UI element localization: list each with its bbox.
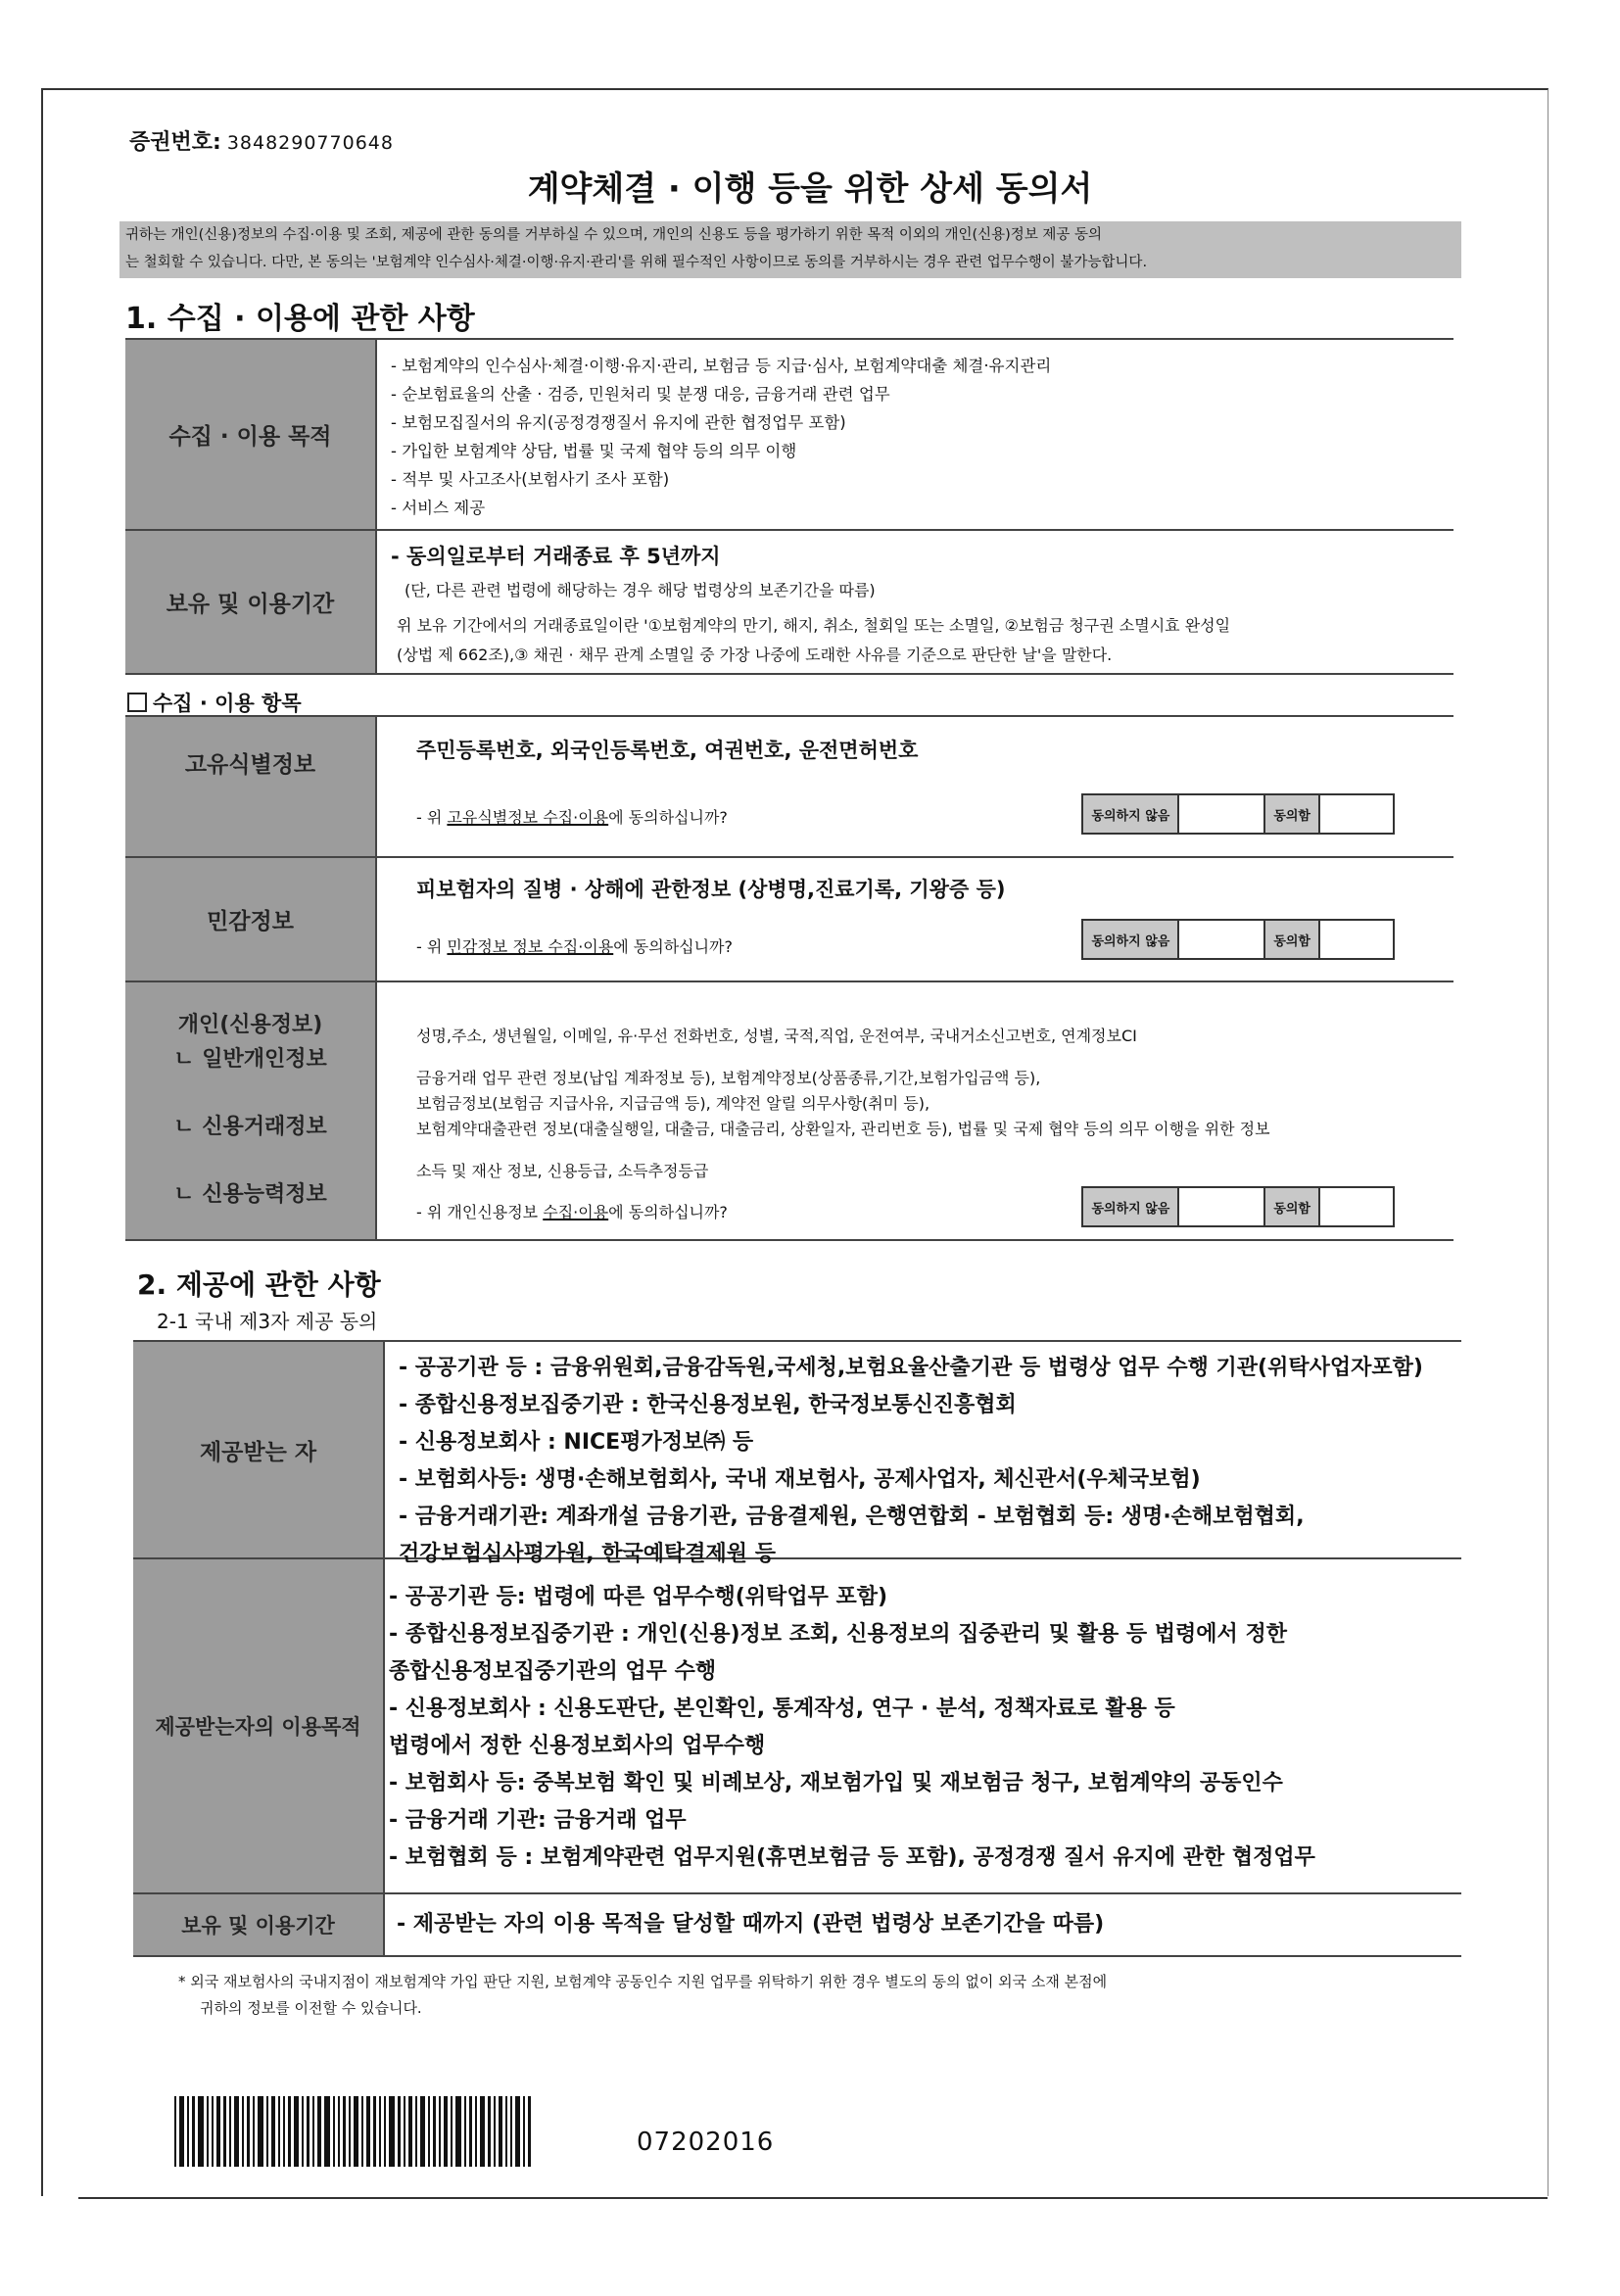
barcode-bar bbox=[223, 2096, 226, 2167]
unique-id-content bbox=[375, 717, 1453, 856]
items-table bbox=[125, 715, 1453, 1241]
certificate-number bbox=[129, 125, 394, 156]
barcode-bar bbox=[398, 2096, 401, 2167]
barcode-bar bbox=[361, 2096, 363, 2167]
barcode-bar bbox=[294, 2096, 299, 2167]
question-underlined: 민감정보 정보 수집·이용 bbox=[447, 937, 614, 956]
unique-id-consent bbox=[1081, 793, 1395, 835]
purpose-item: - 공공기관 등: 법령에 따른 업무수행(위탁업무 포함) bbox=[389, 1585, 888, 1609]
footnote bbox=[178, 1969, 1107, 2022]
barcode-bar bbox=[389, 2096, 395, 2167]
sensitive-row bbox=[125, 858, 1453, 982]
barcode-bar bbox=[515, 2096, 520, 2167]
barcode-bar bbox=[174, 2096, 176, 2167]
document-title: 계약체결 · 이행 등을 위한 상세 동의서 bbox=[527, 169, 1093, 209]
checkbox-square-icon bbox=[127, 693, 147, 712]
barcode-bar bbox=[283, 2096, 285, 2167]
purpose-item: - 보험협회 등 : 보험계약관련 업무지원(휴면보험금 등 포함), 공정경쟁 질서 유지에 관한 협정업무 bbox=[389, 1845, 1315, 1870]
recipient-item: 건강보험심사평가원, 한국예탁결제원 등 bbox=[399, 1542, 776, 1566]
agree-label: 동의함 bbox=[1265, 1188, 1318, 1225]
items-heading bbox=[127, 688, 302, 717]
barcode-bar bbox=[312, 2096, 314, 2167]
sensitive-content bbox=[375, 858, 1453, 981]
personal-credit-question bbox=[416, 1200, 728, 1222]
barcode-bar bbox=[475, 2096, 477, 2167]
recipient-item: - 보험회사등: 생명·손해보험회사, 국내 재보험사, 공제사업자, 체신관서(우체국보험) bbox=[399, 1467, 1201, 1492]
barcode-bar bbox=[266, 2096, 268, 2167]
bottom-rule bbox=[78, 2197, 1548, 2199]
barcode-bar bbox=[451, 2096, 453, 2167]
personal-credit-label-main: 개인(신용정보) bbox=[177, 1013, 323, 1037]
footnote-line-2: 귀하의 정보를 이전할 수 있습니다. bbox=[200, 1999, 422, 2017]
ability-info-text: 소득 및 재산 정보, 신용등급, 소득추정등급 bbox=[416, 1162, 709, 1180]
unique-id-question bbox=[416, 805, 728, 828]
barcode-bar bbox=[258, 2096, 263, 2167]
items-heading-text: 수집 · 이용 항목 bbox=[153, 692, 302, 715]
barcode-bar bbox=[455, 2096, 461, 2167]
recipient-item: - 신용정보회사 : NICE평가정보㈜ 등 bbox=[399, 1430, 754, 1455]
barcode-bar bbox=[317, 2096, 321, 2167]
barcode-bar bbox=[234, 2096, 239, 2167]
barcode-bar bbox=[505, 2096, 507, 2167]
recipient-item: - 금융거래기관: 계좌개설 금융기관, 금융결제원, 은행연합회 - 보험협회 등: 생명·손해보험협회, bbox=[399, 1505, 1305, 1529]
purpose-item: - 서비스 제공 bbox=[391, 499, 486, 517]
barcode-bar bbox=[253, 2096, 255, 2167]
sensitive-consent bbox=[1081, 919, 1395, 960]
barcode-bar bbox=[480, 2096, 485, 2167]
disagree-label: 동의하지 않음 bbox=[1083, 795, 1177, 833]
recipients-label: 제공받는 자 bbox=[133, 1342, 383, 1557]
disagree-label: 동의하지 않음 bbox=[1083, 921, 1177, 958]
question-prefix: - 위 bbox=[416, 808, 448, 827]
purpose-item: - 가입한 보험계약 상담, 법률 및 국제 협약 등의 의무 이행 bbox=[391, 442, 797, 460]
agree-checkbox[interactable] bbox=[1318, 795, 1393, 833]
unique-id-row bbox=[125, 717, 1453, 858]
purpose-item: - 보험모집질서의 유지(공정경쟁질서 유지에 관한 협정업무 포함) bbox=[391, 413, 846, 432]
question-underlined: 고유식별정보 수집·이용 bbox=[447, 808, 609, 827]
certificate-label: 증권번호: bbox=[129, 130, 221, 155]
purpose-item: - 순보험료율의 산출 · 검증, 민원처리 및 분쟁 대응, 금융거래 관련 업무 bbox=[391, 385, 890, 404]
purpose-item: - 신용정보회사 : 신용도판단, 본인확인, 통계작성, 연구 · 분석, 정책자료로 활용 등 bbox=[389, 1697, 1175, 1721]
retention-detail-1: 위 보유 기간에서의 거래종료일이란 '①보험계약의 만기, 해지, 취소, 철회일 또는 소멸일, ②보험금 청구권 소멸시효 완성일 bbox=[397, 616, 1231, 635]
purpose-item: - 보험계약의 인수심사·체결·이행·유지·관리, 보험금 등 지급·심사, 보험계약대출 체결·유지관리 bbox=[391, 357, 1052, 375]
question-underlined: 수집·이용 bbox=[543, 1203, 609, 1221]
section-2-heading: 2. 제공에 관한 사항 bbox=[137, 1268, 381, 1301]
barcode-bar bbox=[324, 2096, 330, 2167]
agree-label: 동의함 bbox=[1265, 921, 1318, 958]
retention-content bbox=[375, 531, 1453, 673]
recipient-retention-content bbox=[383, 1894, 1461, 1955]
barcode-bar bbox=[349, 2096, 351, 2167]
transaction-info-line: 보험금정보(보험금 지급사유, 지급금액 등), 계약전 알릴 의무사항(취미 등), bbox=[416, 1094, 930, 1113]
barcode-bar bbox=[179, 2096, 184, 2167]
question-prefix: - 위 개인신용정보 bbox=[416, 1203, 544, 1221]
barcode-bar bbox=[408, 2096, 412, 2167]
purpose-row bbox=[125, 340, 1453, 531]
barcode-bar bbox=[212, 2096, 214, 2167]
barcode-bar bbox=[433, 2096, 436, 2167]
personal-credit-row bbox=[125, 982, 1453, 1241]
retention-label: 보유 및 이용기간 bbox=[125, 531, 375, 673]
barcode-bar bbox=[428, 2096, 430, 2167]
recipient-item: - 공공기관 등 : 금융위원회,금융감독원,국세청,보험요율산출기관 등 법령상 업무 수행 기관(위탁사업자포함) bbox=[399, 1356, 1423, 1380]
barcode-bar bbox=[192, 2096, 195, 2167]
barcode-bar bbox=[469, 2096, 472, 2167]
transaction-info-block bbox=[416, 1066, 1270, 1142]
barcode-bar bbox=[439, 2096, 441, 2167]
barcode-bar bbox=[354, 2096, 358, 2167]
barcode-bar bbox=[415, 2096, 417, 2167]
personal-credit-label bbox=[125, 982, 375, 1239]
barcode-bar bbox=[499, 2096, 502, 2167]
barcode-bar bbox=[384, 2096, 386, 2167]
personal-credit-content bbox=[375, 982, 1453, 1239]
question-suffix: 에 동의하십니까? bbox=[608, 1203, 728, 1221]
barcode-bar bbox=[488, 2096, 491, 2167]
barcode-bar bbox=[404, 2096, 405, 2167]
barcode-bar bbox=[288, 2096, 291, 2167]
agree-checkbox[interactable] bbox=[1318, 1188, 1393, 1225]
barcode-bar bbox=[338, 2096, 340, 2167]
barcode-bar bbox=[278, 2096, 280, 2167]
recipient-retention-text: - 제공받는 자의 이용 목적을 달성할 때까지 (관련 법령상 보존기간을 따름) bbox=[397, 1912, 1105, 1937]
barcode bbox=[174, 2096, 615, 2167]
purpose-item: 종합신용정보집중기관의 업무 수행 bbox=[389, 1659, 717, 1684]
section-1-table bbox=[125, 338, 1453, 675]
barcode-bar bbox=[494, 2096, 496, 2167]
purpose-item: - 금융거래 기관: 금융거래 업무 bbox=[389, 1808, 687, 1833]
barcode-bar bbox=[523, 2096, 525, 2167]
sensitive-text: 피보험자의 질병 · 상해에 관한정보 (상병명,진료기록, 기왕증 등) bbox=[416, 878, 1006, 901]
sensitive-question bbox=[416, 934, 733, 957]
section-2-table bbox=[133, 1340, 1461, 1957]
barcode-bar bbox=[379, 2096, 381, 2167]
transaction-info-line: 금융거래 업무 관련 정보(납입 계좌정보 등), 보험계약정보(상품종류,기간,보험가입금액 등), bbox=[416, 1069, 1041, 1087]
recipient-retention-row bbox=[133, 1894, 1461, 1957]
purpose-label: 수집 · 이용 목적 bbox=[125, 340, 375, 529]
barcode-bar bbox=[207, 2096, 209, 2167]
notice-line-2: 는 철회할 수 있습니다. 다만, 본 동의는 '보험계약 인수심사·체결·이행·유지·관리'를 위해 필수적인 사항이므로 동의를 거부하시는 경우 관련 업무수행이 불가능합니다. bbox=[125, 255, 1148, 270]
general-info-label: ㄴ 일반개인정보 bbox=[173, 1047, 327, 1072]
barcode-number: 07202016 bbox=[637, 2128, 775, 2157]
personal-credit-consent bbox=[1081, 1186, 1395, 1227]
disagree-checkbox[interactable] bbox=[1177, 795, 1265, 833]
recipient-item: - 종합신용정보집중기관 : 한국신용정보원, 한국정보통신진흥협회 bbox=[399, 1393, 1017, 1417]
disagree-checkbox[interactable] bbox=[1177, 921, 1265, 958]
barcode-bar bbox=[198, 2096, 204, 2167]
barcode-bar bbox=[302, 2096, 304, 2167]
retention-row bbox=[125, 531, 1453, 675]
question-suffix: 에 동의하십니까? bbox=[613, 937, 734, 956]
purpose-item: - 종합신용정보집중기관 : 개인(신용)정보 조회, 신용정보의 집중관리 및 활용 등 법령에서 정한 bbox=[389, 1622, 1287, 1647]
retention-main: - 동의일로부터 거래종료 후 5년까지 bbox=[391, 545, 721, 568]
barcode-bar bbox=[343, 2096, 346, 2167]
barcode-bar bbox=[444, 2096, 448, 2167]
barcode-bar bbox=[187, 2096, 189, 2167]
recipient-purpose-content bbox=[383, 1559, 1461, 1892]
barcode-bar bbox=[373, 2096, 376, 2167]
recipient-retention-label: 보유 및 이용기간 bbox=[133, 1894, 383, 1955]
section-1-heading: 1. 수집 · 이용에 관한 사항 bbox=[125, 302, 475, 336]
recipients-content bbox=[383, 1342, 1461, 1566]
unique-id-text: 주민등록번호, 외국인등록번호, 여권번호, 운전면허번호 bbox=[416, 739, 919, 762]
sensitive-label: 민감정보 bbox=[125, 858, 375, 981]
notice-line-1: 귀하는 개인(신용)정보의 수집·이용 및 조회, 제공에 관한 동의를 거부하실 수 있으며, 개인의 신용도 등을 평가하기 위한 목적 이외의 개인(신용)정보 제공 동의 bbox=[125, 227, 1103, 243]
footnote-line-1: * 외국 재보험사의 국내지점이 재보험계약 가입 판단 지원, 보험계약 공동인수 지원 업무를 위탁하기 위한 경우 별도의 동의 없이 외국 소재 본점에 bbox=[178, 1973, 1108, 1990]
barcode-bar bbox=[420, 2096, 425, 2167]
disagree-label: 동의하지 않음 bbox=[1083, 1188, 1177, 1225]
purpose-content bbox=[375, 340, 1453, 529]
barcode-bar bbox=[271, 2096, 275, 2167]
barcode-bar bbox=[333, 2096, 335, 2167]
purpose-item: 법령에서 정한 신용정보회사의 업무수행 bbox=[389, 1734, 766, 1758]
barcode-bar bbox=[366, 2096, 370, 2167]
certificate-value: 3848290770648 bbox=[226, 132, 394, 154]
barcode-bar bbox=[528, 2096, 531, 2167]
unique-id-label: 고유식별정보 bbox=[125, 717, 375, 856]
purpose-item: - 적부 및 사고조사(보험사기 조사 포함) bbox=[391, 470, 670, 489]
transaction-info-label: ㄴ 신용거래정보 bbox=[173, 1115, 327, 1139]
agree-label: 동의함 bbox=[1265, 795, 1318, 833]
agree-checkbox[interactable] bbox=[1318, 921, 1393, 958]
barcode-bar bbox=[242, 2096, 244, 2167]
question-suffix: 에 동의하십니까? bbox=[608, 808, 728, 827]
recipient-purpose-label: 제공받는자의 이용목적 bbox=[133, 1559, 383, 1892]
recipients-row bbox=[133, 1342, 1461, 1566]
general-info-text: 성명,주소, 생년월일, 이메일, 유·무선 전화번호, 성별, 국적,직업, 운전여부, 국내거소신고번호, 연계정보CI bbox=[416, 1027, 1137, 1045]
ability-info-label: ㄴ 신용능력정보 bbox=[173, 1182, 327, 1207]
transaction-info-line: 보험계약대출관련 정보(대출실행일, 대출금, 대출금리, 상환일자, 관리번호 등), 법률 및 국제 협약 등의 의무 이행을 위한 정보 bbox=[416, 1120, 1270, 1138]
question-prefix: - 위 bbox=[416, 937, 448, 956]
barcode-bar bbox=[229, 2096, 231, 2167]
notice-box bbox=[119, 221, 1461, 278]
disagree-checkbox[interactable] bbox=[1177, 1188, 1265, 1225]
section-2-subheading: 2-1 국내 제3자 제공 동의 bbox=[157, 1310, 378, 1333]
retention-detail-2: (상법 제 662조),③ 채권 · 채무 관계 소멸일 중 가장 나중에 도래한 사유를 기준으로 판단한 날'을 말한다. bbox=[397, 646, 1113, 664]
barcode-bar bbox=[247, 2096, 250, 2167]
purpose-item: - 보험회사 등: 중복보험 확인 및 비례보상, 재보험가입 및 재보험금 청구, 보험계약의 공동인수 bbox=[389, 1771, 1283, 1795]
barcode-bar bbox=[464, 2096, 466, 2167]
barcode-bar bbox=[510, 2096, 512, 2167]
barcode-bar bbox=[216, 2096, 220, 2167]
recipient-purpose-row bbox=[133, 1559, 1461, 1894]
barcode-bar bbox=[307, 2096, 310, 2167]
retention-note: (단, 다른 관련 법령에 해당하는 경우 해당 법령상의 보존기간을 따름) bbox=[405, 581, 876, 599]
